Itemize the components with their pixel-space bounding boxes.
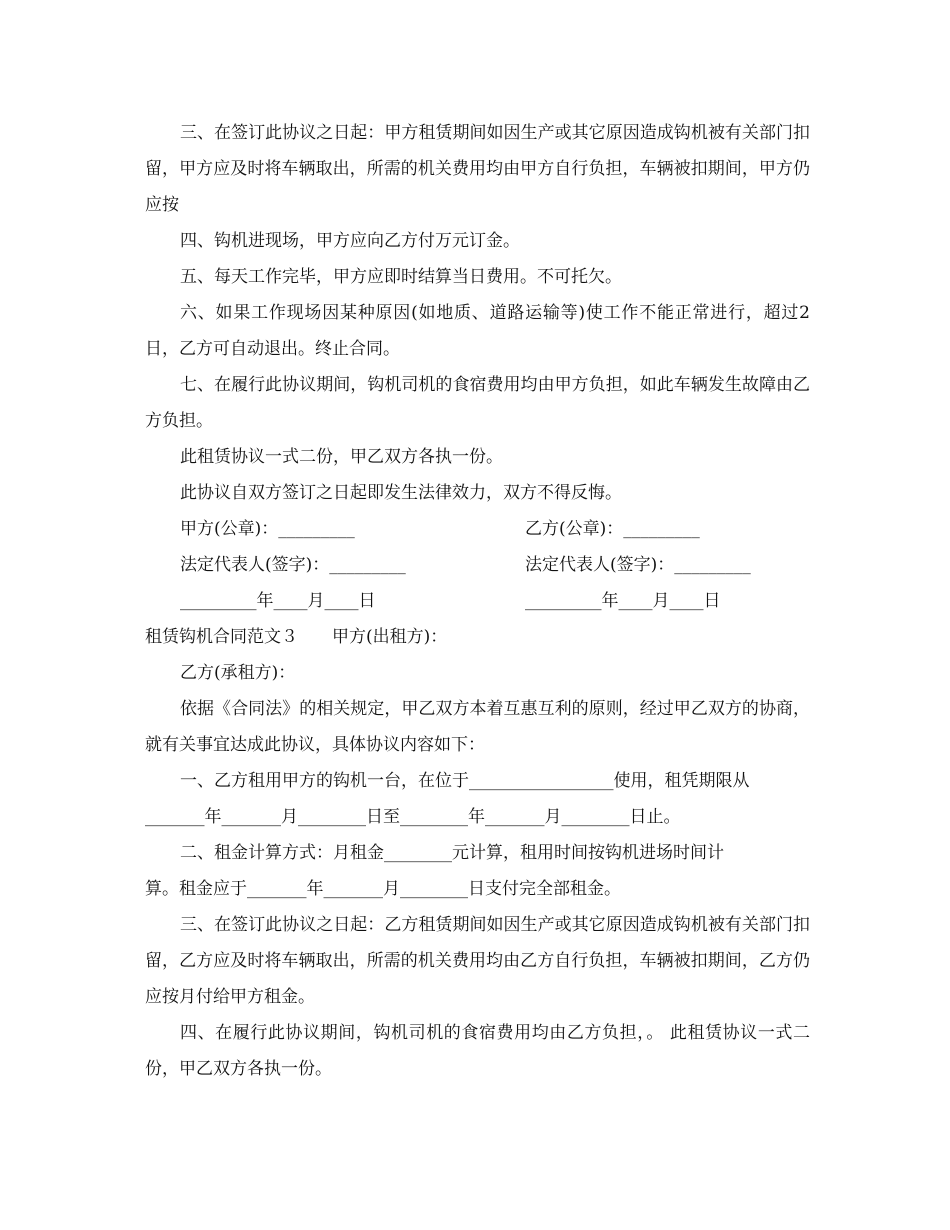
- contract-3-clause-2-line-1: 二、租金计算方式：月租金________元计算，租用时间按钩机进场时间计: [180, 843, 724, 863]
- contract-3-clause-3: 三、在签订此协议之日起：乙方租赁期间如因生产或其它原因造成钩机被有关部门扣留，乙方应及时将车辆取出，所需的机关费用均由乙方自行负担，车辆被扣期间，乙方仍应按月付给甲方租金。: [145, 915, 810, 1007]
- contract-3-heading: 租赁钩机合同范文３ 甲方(出租方)：: [145, 627, 448, 647]
- document-body: [145, 115, 810, 1087]
- effectiveness-statement: 此协议自双方签订之日起即发生法律效力，双方不得反悔。: [180, 483, 622, 503]
- clause-4-deposit: 四、钩机进现场，甲方应向乙方付万元订金。: [180, 231, 520, 251]
- clause-6-site-conditions: 六、如果工作现场因某种原因(如地质、道路运输等)使工作不能正常进行，超过2日，乙方可自动退出。终止合同。: [145, 303, 810, 359]
- clause-7-driver-expenses: 七、在履行此协议期间，钩机司机的食宿费用均由甲方负担，如此车辆发生故障由乙方负担。: [145, 375, 810, 431]
- clause-5-daily-settlement: 五、每天工作完毕，甲方应即时结算当日费用。不可托欠。: [180, 267, 622, 287]
- signature-rep-row: [145, 547, 810, 583]
- signature-date-row: [145, 583, 810, 619]
- contract-3-clause-4: 四、在履行此协议期间，钩机司机的食宿费用均由乙方负担，。 此租赁协议一式二份，甲乙双方各执一份。: [145, 1023, 810, 1079]
- contract-3-clause-1-line-2: _______年_______月________日至________年_______月________日止。: [145, 807, 681, 827]
- contract-3-clause-1-line-1: 一、乙方租用甲方的钩机一台，在位于_________________使用，租凭期限从: [180, 771, 750, 791]
- party-a-seal: 甲方(公章)：_________: [180, 519, 355, 539]
- party-b-seal: 乙方(公章)：_________: [525, 519, 700, 539]
- party-b-representative: 法定代表人(签字)：_________: [525, 555, 751, 575]
- party-b-date: _________年____月____日: [525, 591, 721, 611]
- clause-3-party-a: 三、在签订此协议之日起：甲方租赁期间如因生产或其它原因造成钩机被有关部门扣留，甲方应及时将车辆取出，所需的机关费用均由甲方自行负担，车辆被扣期间，甲方仍应按: [145, 123, 810, 215]
- party-b-lessee: 乙方(承租方)：: [180, 663, 296, 683]
- copies-statement: 此租赁协议一式二份，甲乙双方各执一份。: [180, 447, 503, 467]
- signature-seal-row: [145, 511, 810, 547]
- party-a-date: _________年____月____日: [180, 591, 376, 611]
- contract-3-intro: 依据《合同法》的相关规定，甲乙双方本着互惠互利的原则，经过甲乙双方的协商，就有关事宜达成此协议，具体协议内容如下：: [145, 699, 810, 755]
- contract-3-clause-2-line-2: 算。租金应于_______年_______月________日支付完全部租金。: [145, 879, 621, 899]
- party-a-representative: 法定代表人(签字)：_________: [180, 555, 406, 575]
